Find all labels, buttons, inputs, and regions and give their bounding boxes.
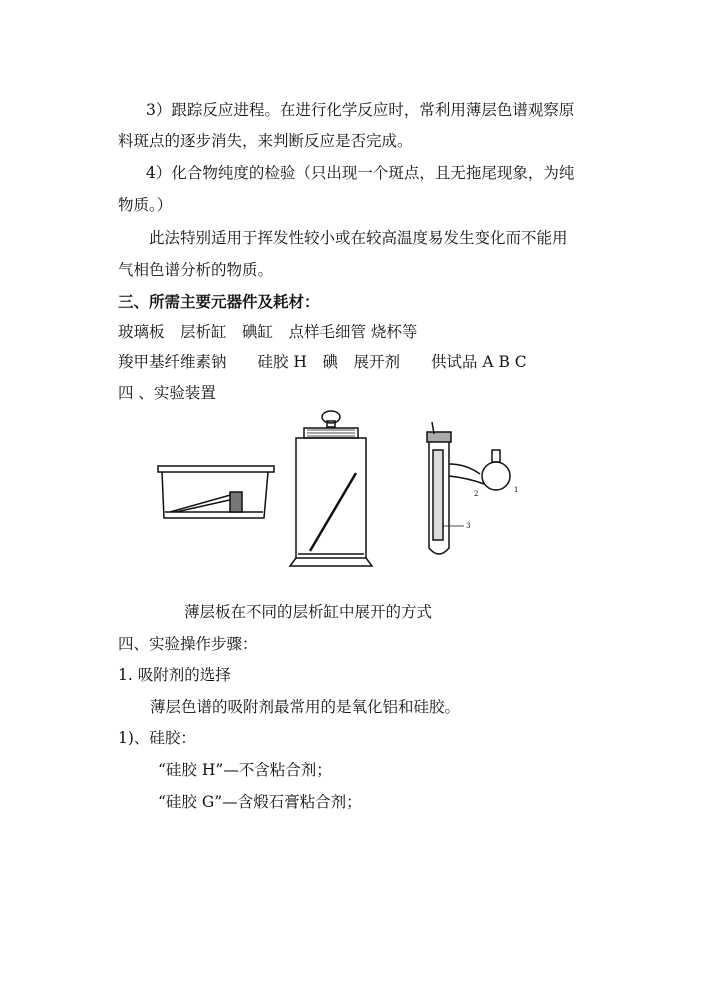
horizontal-tank-drawing: [158, 466, 274, 518]
sub1-title: 1)、硅胶：: [118, 729, 196, 747]
step1-title: 1. 吸附剂的选择: [118, 666, 231, 684]
materials-line2: 羧甲基纤维素钠 硅胶 H 碘 展开剂 供试品 A B C: [118, 353, 527, 371]
figure-label-3: 3: [466, 522, 471, 530]
figure-label-2: 2: [474, 490, 479, 498]
materials-heading: 三、所需主要元器件及耗材：: [118, 292, 320, 311]
step1-text: 薄层色谱的吸附剂最常用的是氧化铝和硅胶。: [150, 698, 461, 716]
gel-h-line: “硅胶 H”—不含粘合剂；: [158, 761, 332, 779]
figure-caption: 薄层板在不同的层析缸中展开的方式: [184, 603, 433, 621]
cylinder-jar-drawing: [290, 411, 372, 566]
p4-line2: 物质。）: [118, 196, 173, 214]
p4-line1: 4）化合物纯度的检验（只出现一个斑点，且无拖尾现象，为纯: [146, 164, 575, 182]
note-line1: 此法特别适用于挥发性较小或在较高温度易发生变化而不能用: [149, 229, 568, 247]
figure-label-1: 1: [514, 486, 519, 494]
p3-line1: 3）跟踪反应进程。在进行化学反应时，常利用薄层色谱观察原: [146, 101, 575, 119]
tube-flask-drawing: [427, 422, 518, 554]
procedure-heading: 四、实验操作步骤：: [118, 635, 258, 653]
note-line2: 气相色谱分析的物质。: [118, 261, 274, 279]
apparatus-figure: [150, 408, 540, 583]
materials-line1: 玻璃板 层析缸 碘缸 点样毛细管 烧杯等: [118, 323, 418, 341]
p3-line2: 料斑点的逐步消失，来判断反应是否完成。: [118, 132, 413, 150]
apparatus-heading: 四 、实验装置: [118, 384, 216, 402]
gel-g-line: “硅胶 G”—含煅石膏粘合剂；: [158, 793, 362, 811]
